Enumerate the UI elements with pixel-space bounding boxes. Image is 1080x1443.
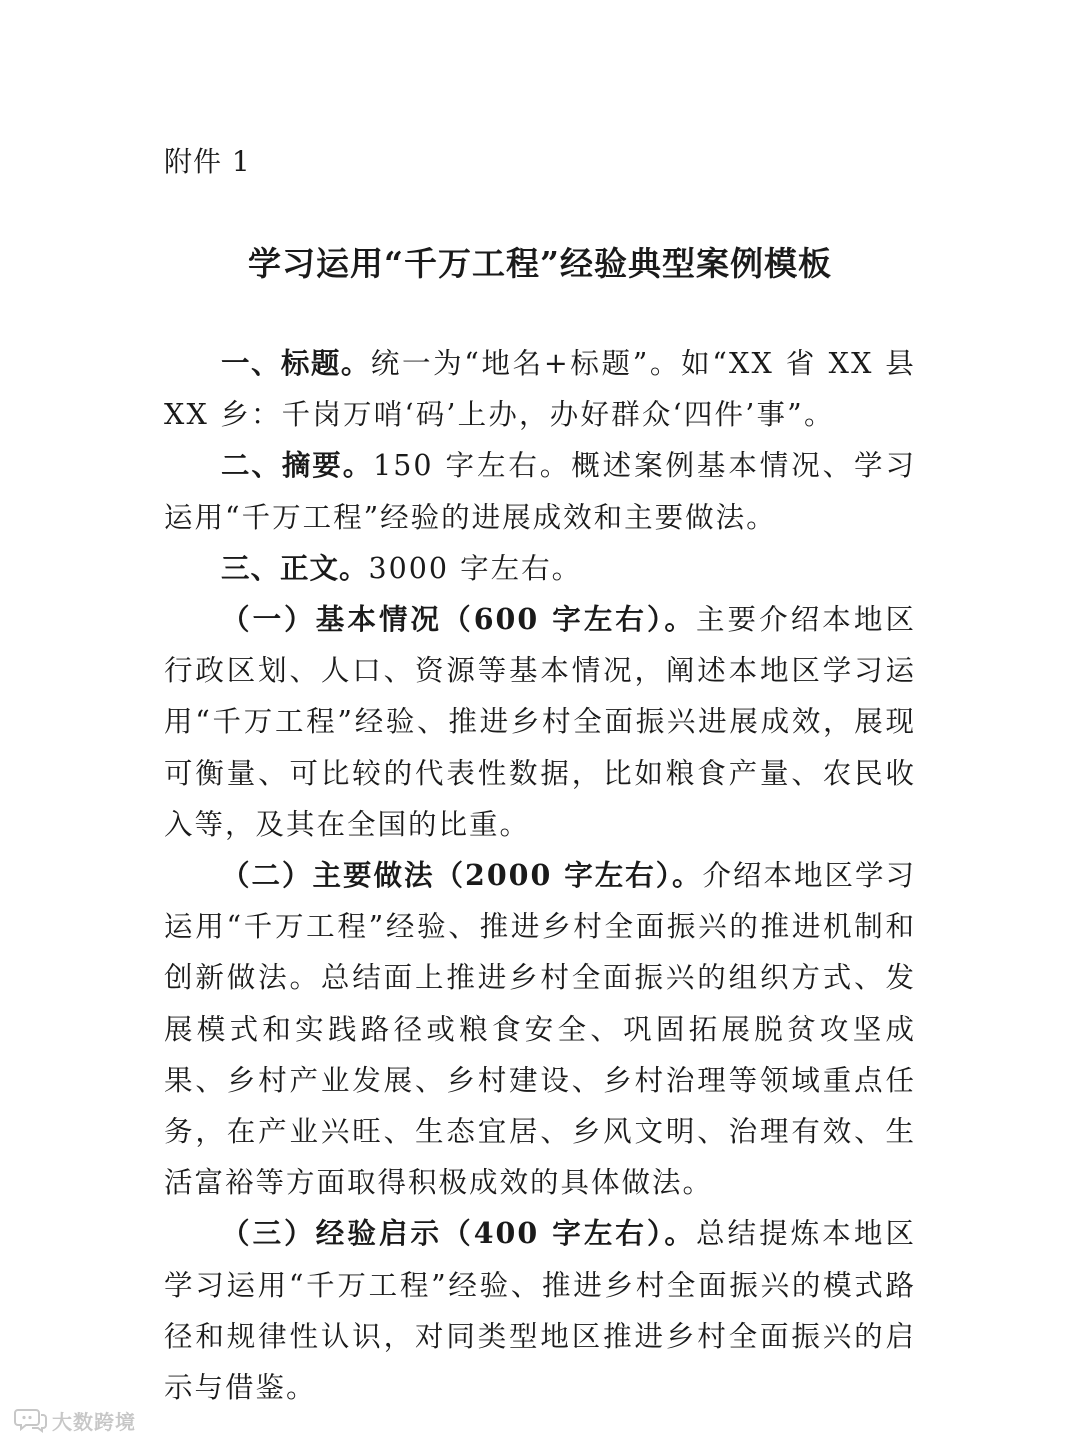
watermark-text: 大数跨境 <box>52 1409 136 1434</box>
document-title: 学习运用“千万工程”经验典型案例模板 <box>248 244 832 283</box>
subsection-text: 介绍本地区学习运用“千万工程”经验、推进乡村全面振兴的推进机制和创新做法。总结面上推进乡村全面振兴的组织方式、发展模式和实践路径或粮食安全、巩固拓展脱贫攻坚成果、乡村产业发展、乡村建设、乡村治理等领域重点任务，在产业兴旺、生态宜居、乡风文明、治理有效、生活富裕等方面取得积极成效的具体做法。 <box>164 859 917 1200</box>
subsection-heading: （三）经验启示（400 字左右）。 <box>221 1216 696 1251</box>
section-heading: 三、正文。 <box>221 551 369 585</box>
section-heading: 一、标题。 <box>221 347 371 380</box>
watermark <box>14 1405 136 1435</box>
subsection-main-practices-paragraph <box>164 850 916 1208</box>
subsection-heading: （一）基本情况（600 字左右）。 <box>221 602 696 637</box>
subsection-heading: （二）主要做法（2000 字左右）。 <box>221 858 703 893</box>
subsection-basic-info-paragraph <box>164 594 916 850</box>
section-text: 3000 字左右。 <box>368 551 583 585</box>
section-text: 150 字左右。概述案例基本情况、学习运用“千万工程”经验的进展成效和主要做法。 <box>164 449 916 534</box>
section-heading: 二、摘要。 <box>221 449 374 483</box>
section-main-text-paragraph <box>164 543 916 594</box>
section-text: 统一为“地名+标题”。如“XX 省 XX 县 XX 乡：千岗万哨‘码’上办，办好群众‘四件’事”。 <box>164 347 916 432</box>
subsection-text: 主要介绍本地区行政区划、人口、资源等基本情况，阐述本地区学习运用“千万工程”经验、推进乡村全面振兴进展成效，展现可衡量、可比较的代表性数据，比如粮食产量、农民收入等，及其在全国的比重。 <box>164 603 916 841</box>
subsection-text: 总结提炼本地区学习运用“千万工程”经验、推进乡村全面振兴的模式路径和规律性认识，对同类型地区推进乡村全面振兴的启示与借鉴。 <box>164 1217 916 1405</box>
attachment-label: 附件 1 <box>164 145 251 178</box>
document-body <box>164 338 916 1413</box>
chat-bubble-icon <box>14 1407 48 1433</box>
section-title-paragraph <box>164 338 916 440</box>
subsection-lessons-paragraph <box>164 1208 916 1413</box>
section-abstract-paragraph <box>164 440 916 542</box>
